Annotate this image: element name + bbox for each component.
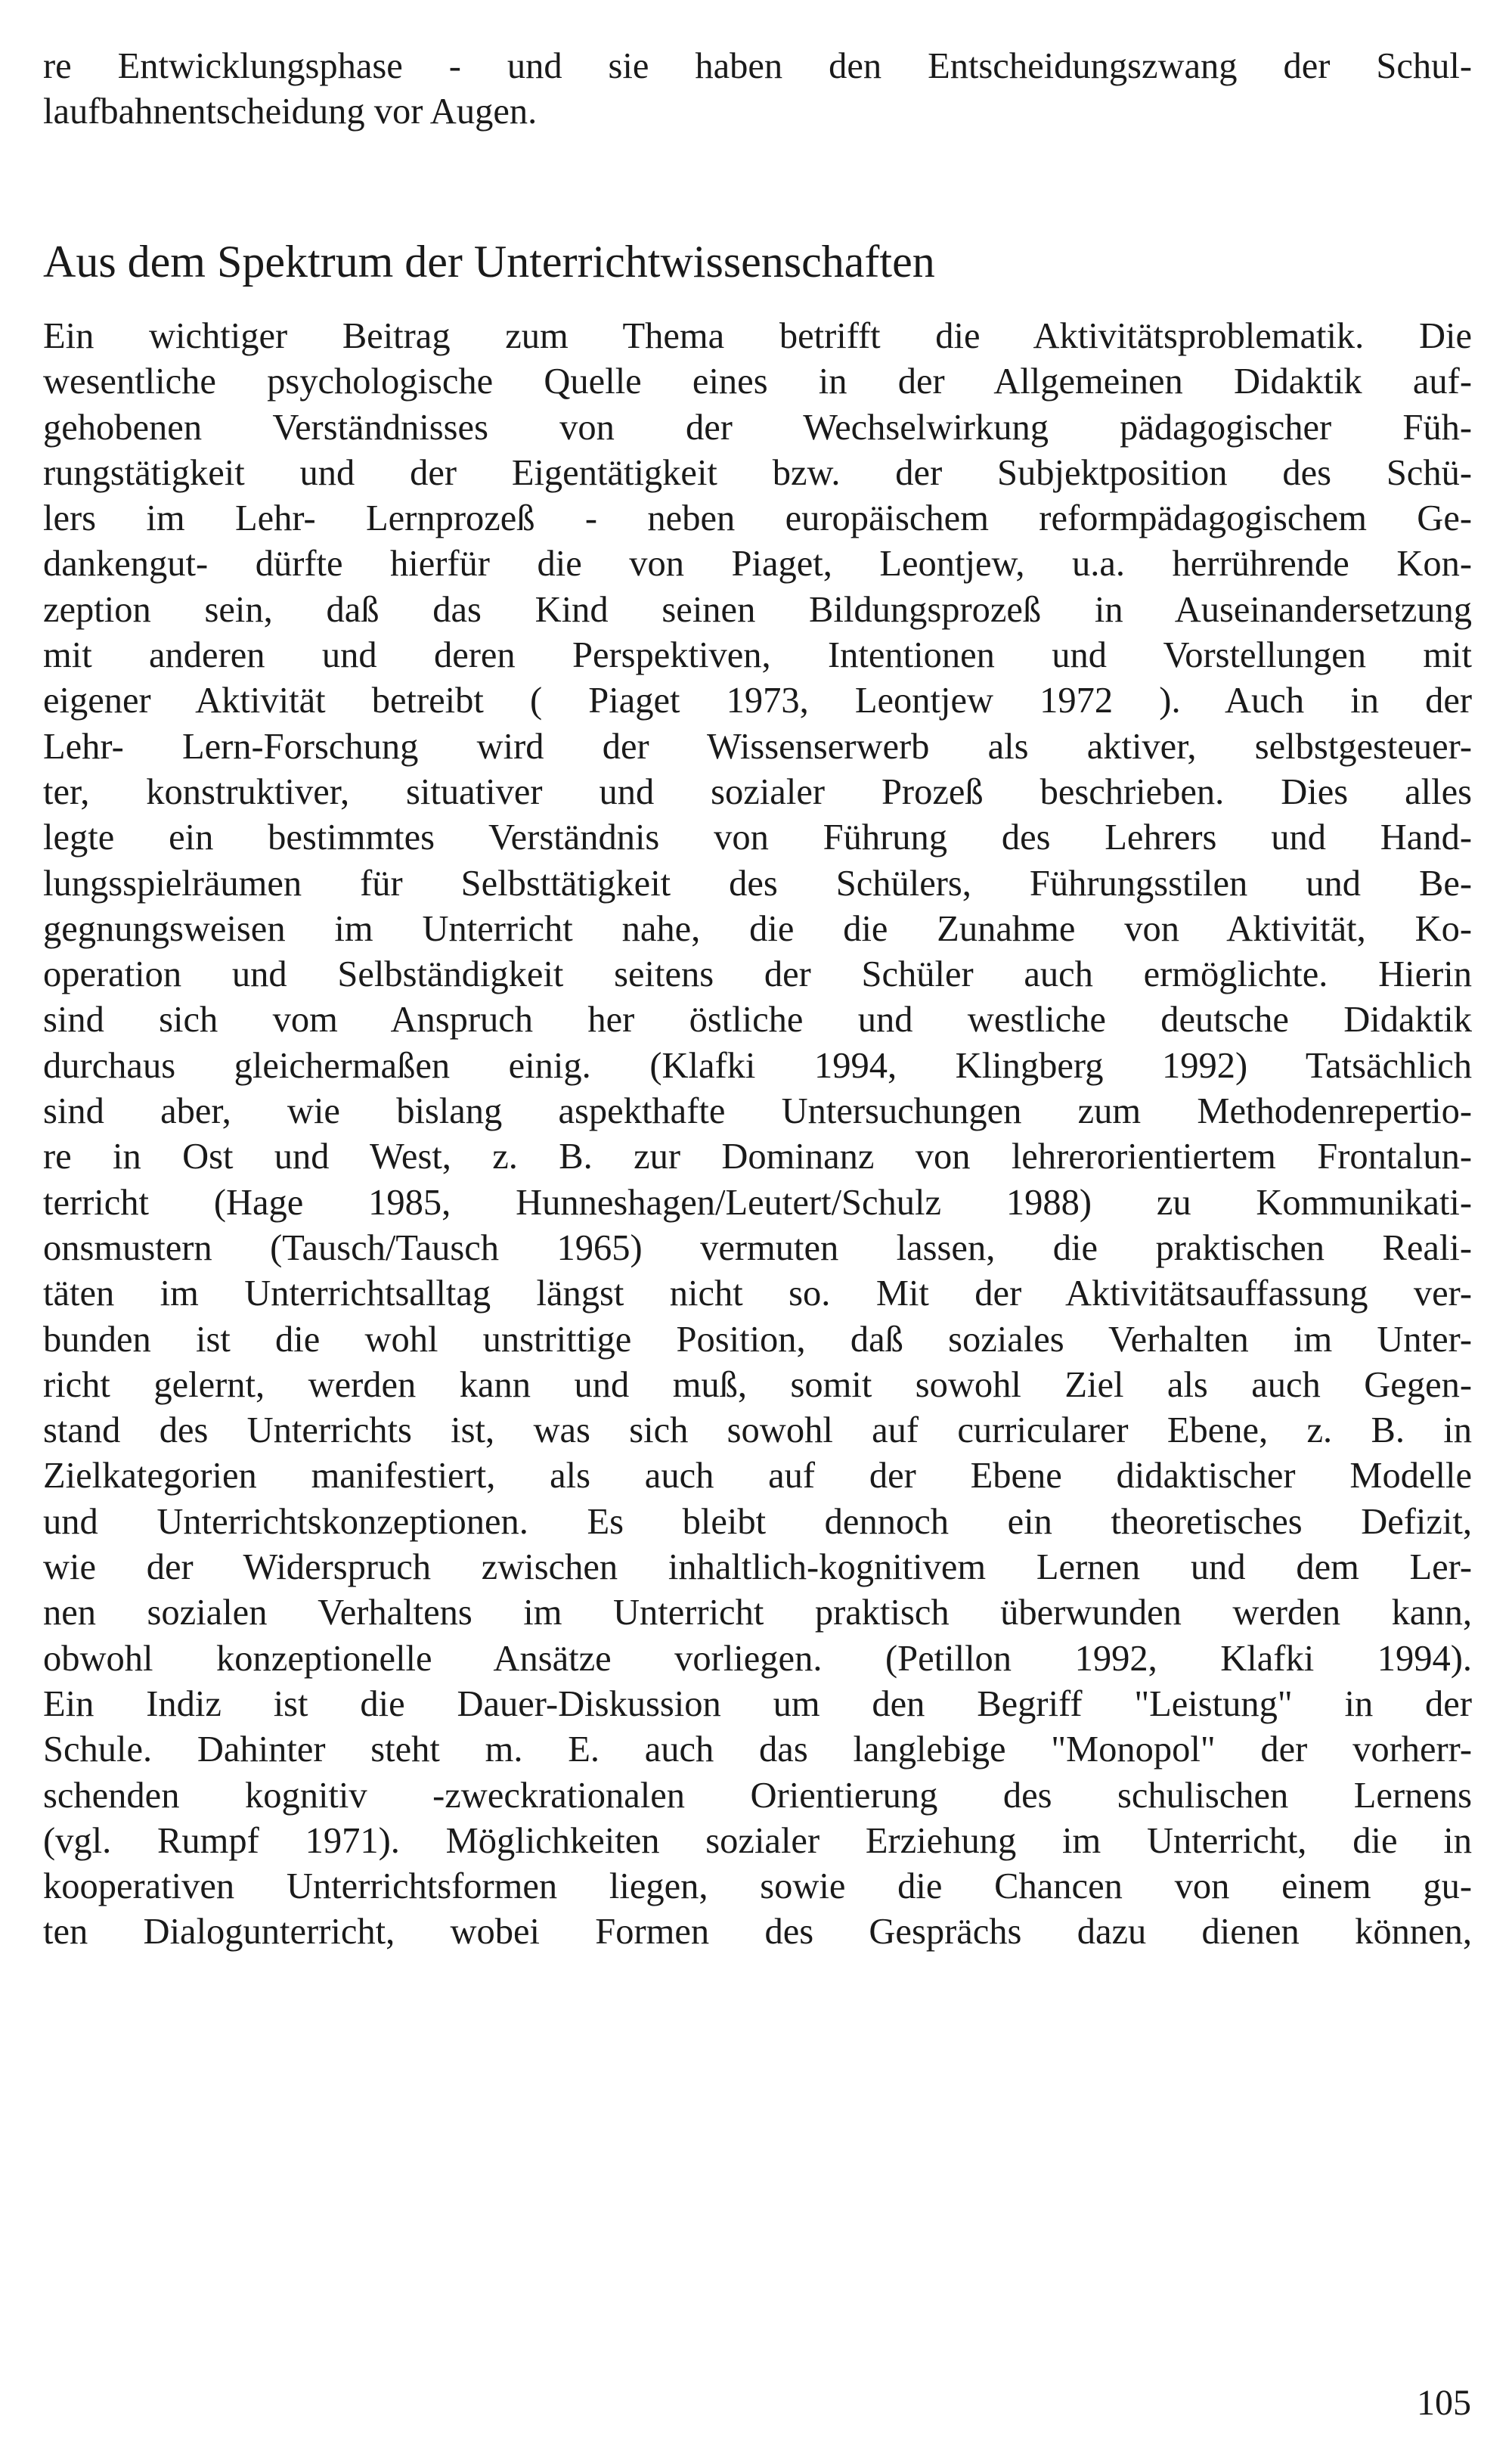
body-line: ten Dialogunterricht, wobei Formen des Gesprächs dazu dienen können, bbox=[43, 1912, 1472, 1953]
body-line: stand des Unterrichts ist, was sich sowohl auf curricularer Ebene, z. B. in bbox=[43, 1410, 1472, 1451]
body-line: Schule. Dahinter steht m. E. auch das langlebige "Monopol" der vorherr- bbox=[43, 1729, 1472, 1770]
body-line: mit anderen und deren Perspektiven, Intentionen und Vorstellungen mit bbox=[43, 635, 1472, 676]
carryover-line-2: laufbahnentscheidung vor Augen. bbox=[43, 92, 538, 132]
body-line: ter, konstruktiver, situativer und sozialer Prozeß beschrieben. Dies alles bbox=[43, 771, 1472, 812]
body-line: (vgl. Rumpf 1971). Möglichkeiten sozialer Erziehung im Unterricht, die in bbox=[43, 1820, 1472, 1861]
body-line: Zielkategorien manifestiert, als auch auf der Ebene didaktischer Modelle bbox=[43, 1456, 1472, 1497]
body-line: gehobenen Verständnisses von der Wechselwirkung pädagogischer Füh- bbox=[43, 407, 1472, 448]
body-line: zeption sein, daß das Kind seinen Bildungsprozeß in Auseinandersetzung bbox=[43, 589, 1472, 630]
body-line: richt gelernt, werden kann und muß, somit sowohl Ziel als auch Gegen- bbox=[43, 1364, 1472, 1405]
body-line: sind aber, wie bislang aspekthafte Untersuchungen zum Methodenrepertio- bbox=[43, 1091, 1472, 1132]
body-line: lers im Lehr- Lernprozeß - neben europäischem reformpädagogischem Ge- bbox=[43, 498, 1472, 539]
body-line: sind sich vom Anspruch her östliche und westliche deutsche Didaktik bbox=[43, 1000, 1472, 1041]
body-line: schenden kognitiv -zweckrationalen Orientierung des schulischen Lernens bbox=[43, 1775, 1472, 1816]
body-line: terricht (Hage 1985, Hunneshagen/Leutert/Schulz 1988) zu Kommunikati- bbox=[43, 1182, 1472, 1223]
body-line: bunden ist die wohl unstrittige Position, daß soziales Verhalten im Unter- bbox=[43, 1319, 1472, 1360]
body-line: Ein wichtiger Beitrag zum Thema betrifft die Aktivitätsproblematik. Die bbox=[43, 316, 1472, 356]
body-line: Lehr- Lern-Forschung wird der Wissenserwerb als aktiver, selbstgesteuer- bbox=[43, 726, 1472, 767]
body-line: lungsspielräumen für Selbsttätigkeit des Schülers, Führungsstilen und Be- bbox=[43, 863, 1472, 904]
body-line: durchaus gleichermaßen einig. (Klafki 1994, Klingberg 1992) Tatsächlich bbox=[43, 1045, 1472, 1086]
body-line: legte ein bestimmtes Verständnis von Führung des Lehrers und Hand- bbox=[43, 817, 1472, 858]
body-line: rungstätigkeit und der Eigentätigkeit bzw. der Subjektposition des Schü- bbox=[43, 452, 1472, 493]
body-line: operation und Selbständigkeit seitens der Schüler auch ermöglichte. Hierin bbox=[43, 954, 1472, 995]
body-line: nen sozialen Verhaltens im Unterricht praktisch überwunden werden kann, bbox=[43, 1593, 1472, 1633]
carryover-line-1: re Entwicklungsphase - und sie haben den Entscheidungszwang der Schul- bbox=[43, 46, 1472, 86]
body-paragraph bbox=[43, 314, 1472, 1956]
carryover-paragraph bbox=[43, 44, 1472, 135]
body-line: wie der Widerspruch zwischen inhaltlich-kognitivem Lernen und dem Ler- bbox=[43, 1547, 1472, 1588]
body-line: und Unterrichtskonzeptionen. Es bleibt dennoch ein theoretisches Defizit, bbox=[43, 1501, 1472, 1542]
page-number: 105 bbox=[1417, 2383, 1471, 2423]
body-line: re in Ost und West, z. B. zur Dominanz von lehrerorientiertem Frontalun- bbox=[43, 1137, 1472, 1177]
body-line: Ein Indiz ist die Dauer-Diskussion um den Begriff "Leistung" in der bbox=[43, 1683, 1472, 1724]
body-line: gegnungsweisen im Unterricht nahe, die die Zunahme von Aktivität, Ko- bbox=[43, 908, 1472, 949]
section-heading: Aus dem Spektrum der Unterrichtwissenschaften bbox=[43, 237, 935, 287]
body-line: täten im Unterrichtsalltag längst nicht so. Mit der Aktivitätsauffassung ver- bbox=[43, 1273, 1472, 1314]
body-line: eigener Aktivität betreibt ( Piaget 1973, Leontjew 1972 ). Auch in der bbox=[43, 681, 1472, 721]
body-line: kooperativen Unterrichtsformen liegen, sowie die Chancen von einem gu- bbox=[43, 1866, 1472, 1907]
body-line: dankengut- dürfte hierfür die von Piaget, Leontjew, u.a. herrührende Kon- bbox=[43, 544, 1472, 585]
body-line: obwohl konzeptionelle Ansätze vorliegen. (Petillon 1992, Klafki 1994). bbox=[43, 1638, 1472, 1679]
body-line: wesentliche psychologische Quelle eines in der Allgemeinen Didaktik auf- bbox=[43, 361, 1472, 402]
body-line: onsmustern (Tausch/Tausch 1965) vermuten lassen, die praktischen Reali- bbox=[43, 1227, 1472, 1268]
